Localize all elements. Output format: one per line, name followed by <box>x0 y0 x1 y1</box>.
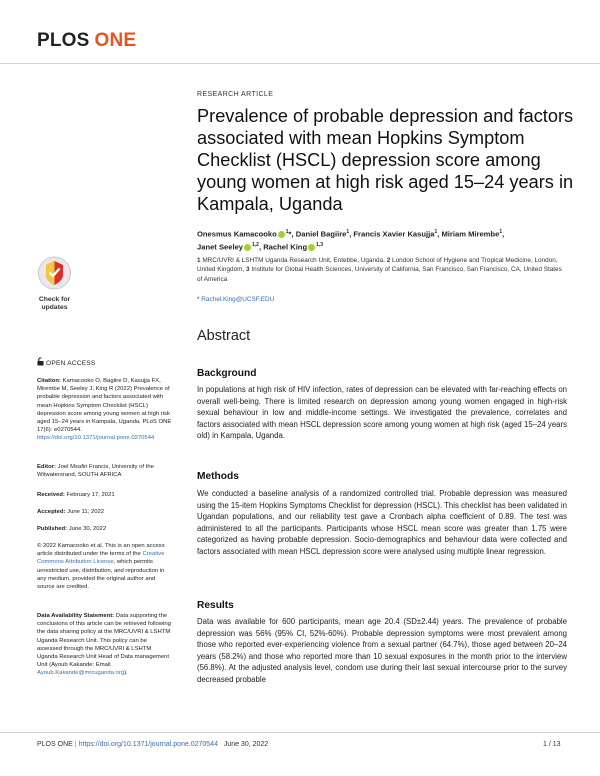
page-number: 1 / 13 <box>543 741 561 748</box>
author-affil-sup: 1,2 <box>252 241 259 248</box>
author-affil-sup: 1,3 <box>316 241 324 248</box>
license-link[interactable]: Creative Commons Attribution License <box>37 551 165 566</box>
article-title: Prevalence of probable depression and factors associated with mean Hopkins Symptom Checklist (HSCL) depression score among young women at high risk aged 15–24 years in Kampala, Uganda <box>197 106 574 214</box>
footer-journal: PLOS ONE <box>37 741 73 748</box>
received-date: February 17, 2021 <box>66 492 115 498</box>
author-name[interactable]: Daniel Bagiire <box>295 229 347 239</box>
accepted-block <box>37 508 173 516</box>
methods-text: We conducted a baseline analysis of a randomized controlled trial. Probable depression was measured using the 15-item Hopkins Symptoms Checklist for depression (HSCL). This checklist has been validated in Ugandan populations, and our reliability test gave a Cronbach alpha coefficient of 0.89. The test was administered to all the participants. Participants whose HSCL mean score was greater than 1.75 were categorized as having probable depression. Socio-demographics and behaviour data were collected and factors associated with mean HSCL depression score were analysed using multiple linear regression. <box>197 489 567 556</box>
affil-num: 3 <box>246 266 250 274</box>
orcid-icon[interactable] <box>278 231 285 238</box>
citation-text: Kamacooko O, Bagiire D, Kasujja FX, Mirembe M, Seeley J, King R (2022) Prevalence of probable depression and factors associated with mean Hopkins Symptom Checklist (HSCL) depression score among young women at high risk aged 15–24 years in Kampala, Uganda. PLoS ONE 17(6): e0270544. <box>37 378 172 434</box>
footer-divider <box>0 732 600 733</box>
citation-label: Citation: <box>37 378 61 384</box>
data-availability-label: Data Availability Statement: <box>37 613 115 619</box>
abstract-heading: Abstract <box>197 328 251 344</box>
journal-logo[interactable] <box>37 30 136 52</box>
author-affil-sup: 1 <box>499 229 503 235</box>
published-date: June 30, 2022 <box>68 526 107 532</box>
author-name[interactable]: Rachel King <box>263 242 308 252</box>
check-for-updates-line1: Check for <box>38 296 71 303</box>
affil-text: Institute for Global Health Sciences, University of California, San Francisco, San Francisco, CA, United States of America <box>197 266 562 283</box>
author-affil-sup: 1 <box>285 229 289 235</box>
background-heading: Background <box>197 368 257 379</box>
editor-block <box>37 463 173 479</box>
received-label: Received: <box>37 492 65 498</box>
methods-heading: Methods <box>197 471 239 482</box>
data-availability-block <box>37 612 173 678</box>
open-lock-icon <box>37 357 44 366</box>
published-block <box>37 525 173 533</box>
author-name[interactable]: Miriam Mirembe <box>441 229 500 239</box>
orcid-icon[interactable] <box>308 244 315 251</box>
affiliations <box>197 256 567 284</box>
check-for-updates-icon <box>36 255 73 291</box>
orcid-icon[interactable] <box>244 244 251 251</box>
editor-label: Editor: <box>37 464 56 470</box>
header-divider <box>0 63 600 64</box>
journal-logo-plos: PLOS <box>37 30 90 51</box>
background-text: In populations at high risk of HIV infection, rates of depression can be elevated with far-reaching effects on overall well-being. There is limited research on depression among young women engaged in high-risk sexual behaviour in low and middle-income settings. We investigated the prevalence, correlates and factors associated with mean HSCL depression score among young women at high risk (aged 15–24 years old) in Kampala, Uganda. <box>197 385 567 441</box>
corresponding-email-link[interactable]: Rachel.King@UCSF.EDU <box>201 296 275 303</box>
page-footer: PLOS ONE | https://doi.org/10.1371/journal.pone.0270544 June 30, 2022 <box>37 741 269 748</box>
check-for-updates-line2: updates <box>41 304 68 311</box>
check-for-updates-button[interactable] <box>36 255 73 310</box>
affil-num: 1 <box>197 257 201 264</box>
copyright-block <box>37 542 173 591</box>
author-affil-sup: 1 <box>346 229 350 235</box>
author-list: Onesmus Kamacooko $^1$*, Daniel Bagiire$^1$, Francis Xavier Kasujja$^1$, Miriam Mirembe$^1$, Janet Seeley $^{1,2}$, Rachel King $^{1,3}$ <box>197 229 505 252</box>
accepted-date: June 11, 2022 <box>67 509 105 515</box>
author-name[interactable]: Onesmus Kamacooko <box>197 229 277 239</box>
corresponding-mark: * <box>288 229 292 239</box>
affil-num: 2 <box>386 257 391 264</box>
results-text: Data was available for 600 participants, mean age 20.4 (SD±2.44) years. The prevalence of probable depression was 56% (95% CI, 52%-60%). Probable depression symptoms were most prevalent among those who reported ever-experiencing violence from a sexual partner (64.7%), those aged between 20–24 years (58.2%) and those who reported more than 10 sexual exposures in the month prior to the interview (56.8%). At the adjusted analysis level, condom use during their last sexual intercourse prior to the survey decreased probable <box>197 617 567 684</box>
data-availability-end: ). <box>124 670 128 677</box>
accepted-label: Accepted: <box>37 509 66 515</box>
data-contact-email-link[interactable]: Ayoub.Kakande@mrcuganda.org <box>37 670 125 677</box>
copyright-text-end: , which permits unrestricted use, distribution, and reproduction in any medium, provided the original author and source are credited. <box>37 559 165 591</box>
results-heading: Results <box>197 600 234 611</box>
published-label: Published: <box>37 526 68 532</box>
open-access-badge <box>37 357 96 367</box>
corresponding-mark: * <box>197 296 200 303</box>
footer-doi-link[interactable]: https://doi.org/10.1371/journal.pone.0270544 <box>78 741 218 748</box>
citation-doi-link[interactable]: https://doi.org/10.1371/journal.pone.0270544 <box>37 435 155 442</box>
received-block <box>37 491 173 499</box>
open-access-label: OPEN ACCESS <box>46 360 96 367</box>
journal-logo-one: ONE <box>94 30 137 51</box>
author-name[interactable]: Francis Xavier Kasujja <box>353 229 435 239</box>
corresponding-author <box>197 296 274 303</box>
footer-date: June 30, 2022 <box>223 741 269 748</box>
affil-text: London School of Hygiene and Tropical Medicine, London, United Kingdom, <box>197 257 558 274</box>
author-affil-sup: 1 <box>434 229 438 235</box>
affil-text: MRC/UVRI & LSHTM Uganda Research Unit, Entebbe, Uganda, <box>202 257 385 264</box>
author-name[interactable]: Janet Seeley <box>197 242 244 252</box>
check-for-updates-label <box>36 296 73 312</box>
editor-text: Joel Msafiri Francis, University of the Witwatersrand, SOUTH AFRICA <box>37 464 154 479</box>
data-availability-text: Data supporting the conclusions of this article can be retrieved following the data sharing policy at the MRC/UVRI & LSHTM Uganda Research Unit. This policy can be assessed through the MRC/UVRI & LSHTM Uganda Research Unit Head of Data management Unit (Ayoub Kakande: Email <box>37 613 171 669</box>
copyright-text: © 2022 Kamacooko et al. This is an open access article distributed under the terms of the <box>37 543 165 558</box>
citation-block <box>37 377 173 443</box>
article-type: RESEARCH ARTICLE <box>197 91 274 98</box>
